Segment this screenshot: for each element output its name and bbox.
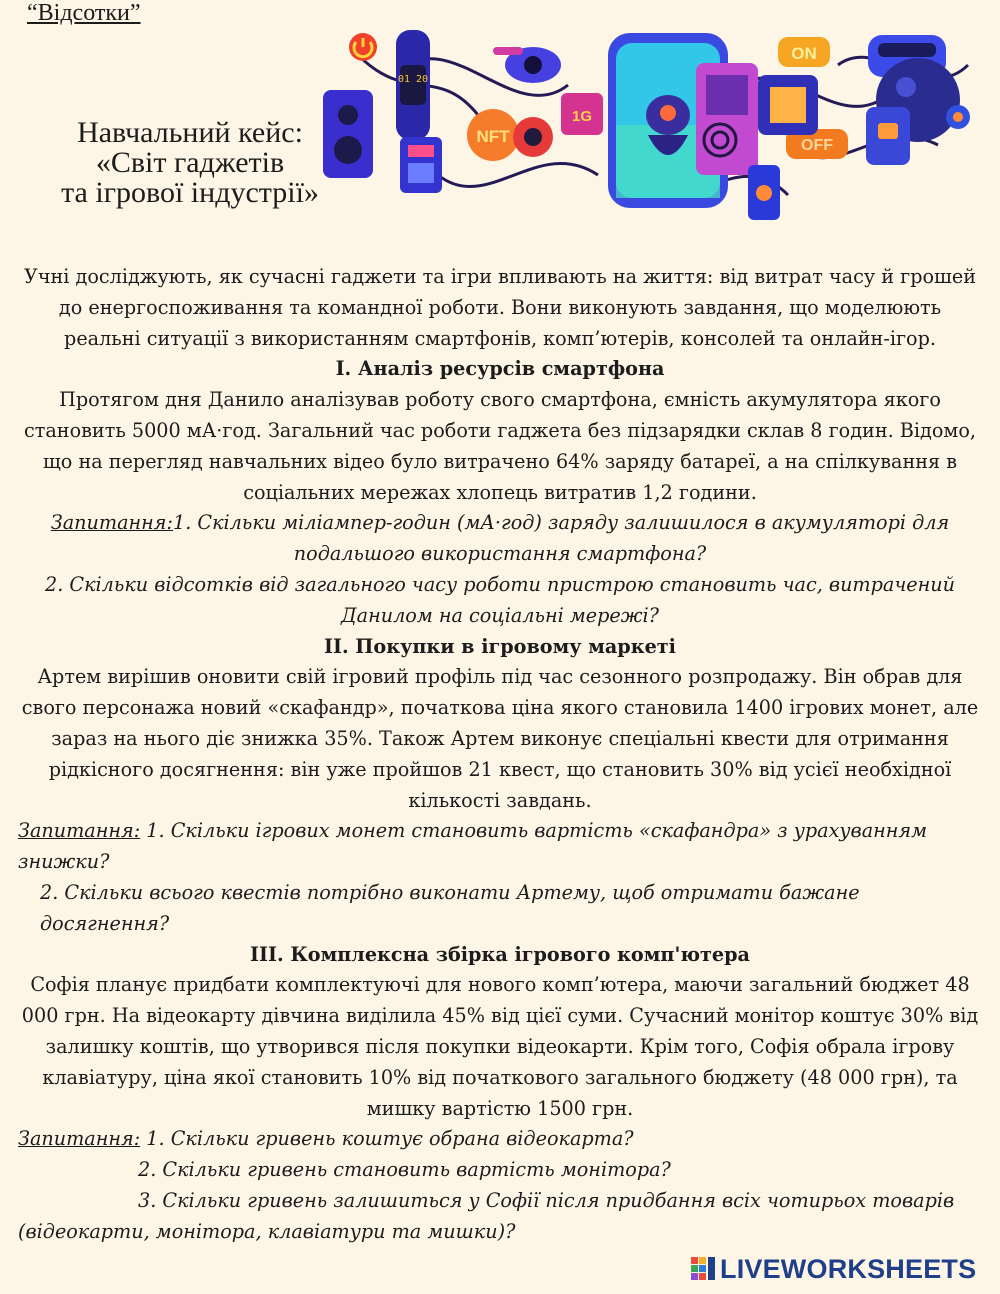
worksheet-content — [18, 262, 982, 1248]
nft-coin-icon — [467, 109, 519, 161]
question-text: 1. Скільки ігрових монет становить вартість «скафандра» з урахуванням знижки? — [18, 819, 928, 874]
question-label: Запитання: — [18, 1127, 141, 1151]
liveworksheets-logo-icon — [690, 1256, 716, 1282]
section-3-question-3: 3. Скільки гривень залишиться у Софії після придбання всіх чотирьох товарів (відеокарти, монітора, клавіатури та мишки)? — [18, 1188, 955, 1243]
on-toggle-icon — [778, 37, 830, 67]
topic-title: “Відсотки” — [27, 0, 141, 26]
section-3-text: Софія планує придбати комплектуючі для нового комп’ютера, маючи загальний бюджет 48 000 грн. На відеокарту дівчина виділила 45% від цієї суми. Сучасний монітор коштує 30% від залишку коштів, що утворився після покупки відеокарти. Крім того, Софія обрала ігрову клавіатуру, ціна якої становить 10% від початкового загального бюджету (48 000 грн), та мишку вартістю 1500 грн. — [21, 973, 979, 1120]
earbud-icon — [946, 105, 970, 129]
usb-stick-icon — [748, 165, 780, 220]
section-2-question-2: 2. Скільки всього квестів потрібно виконати Артему, щоб отримати бажане досягнення? — [40, 880, 860, 935]
off-label: OFF — [801, 137, 833, 154]
gadgets-illustration — [318, 25, 998, 220]
section-3-question-2: 2. Скільки гривень становить вартість монітора? — [138, 1158, 671, 1182]
question-text: 1. Скільки міліампер-годин (мА·год) заряду залишилося в акумуляторі для подальшого використання смартфона? — [172, 511, 950, 566]
section-1-heading: І. Аналіз ресурсів смартфона — [335, 357, 665, 381]
section-2-text: Артем вирішив оновити свій ігровий профіль під час сезонного розпродажу. Він обрав для свого персонажа новий «скафандр», початкова ціна якого становила 1400 ігрових монет, але зараз на нього діє знижка 35%. Також Артем виконує спеціальні квести для отримання рідкісного досягнення: він уже пройшов 21 квест, що становить 30% від усієї необхідної кількості завдань. — [21, 665, 979, 812]
case-title — [20, 118, 360, 208]
on-label: ON — [791, 44, 817, 63]
section-1-question-1 — [18, 508, 982, 570]
section-3-question-1 — [18, 1124, 982, 1155]
router-icon — [758, 75, 818, 135]
liveworksheets-brand-text: LIVEWORKSHEETS — [720, 1253, 977, 1284]
case-title-line-2: «Світ гаджетів — [95, 146, 285, 179]
battery-icon — [400, 137, 442, 193]
nft-label: NFT — [476, 127, 510, 146]
one-g-label: 1G — [571, 108, 593, 125]
question-label: Запитання: — [18, 819, 141, 843]
smart-speaker-icon — [866, 107, 910, 165]
chip-icon — [561, 93, 603, 135]
section-3-heading: ІІІ. Комплексна збірка ігрового комп'ютера — [250, 942, 750, 966]
case-title-line-3: та ігрової індустрії» — [61, 176, 319, 209]
intro-paragraph: Учні досліджують, як сучасні гаджети та ігри впливають на життя: від витрат часу й грошей до енергоспоживання та командної роботи. Вони виконують завдання, що моделюють реальні ситуації з використанням смартфонів, комп’ютерів, консолей та онлайн-ігор. — [23, 265, 977, 350]
power-icon — [349, 33, 377, 61]
case-title-line-1: Навчальний кейс: — [77, 116, 303, 149]
game-console-icon — [696, 63, 758, 175]
question-label: Запитання: — [50, 511, 173, 535]
section-2-question-1 — [18, 816, 982, 878]
section-2-heading: ІІ. Покупки в ігровому маркеті — [324, 634, 676, 658]
smartwatch-icon — [396, 30, 430, 140]
section-1-question-2: 2. Скільки відсотків від загального часу роботи пристрою становить час, витрачений Данилом на соціальні мережі? — [45, 572, 955, 627]
question-text: 1. Скільки гривень коштує обрана відеокарта? — [140, 1127, 634, 1151]
watch-time-text: 01 20 — [397, 74, 429, 85]
liveworksheets-logo[interactable] — [690, 1252, 976, 1286]
section-1-text: Протягом дня Данило аналізував роботу свого смартфона, ємність акумулятора якого становить 5000 мА·год. Загальний час роботи гаджета без підзарядки склав 8 годин. Відомо, що на перегляд навчальних відео було витрачено 64% заряду батареї, а на спілкування в соціальних мережах хлопець витратив 1,2 години. — [23, 388, 976, 504]
speaker-icon — [323, 90, 373, 178]
camera-drone-icon — [493, 47, 561, 83]
lens-icon — [513, 117, 553, 157]
